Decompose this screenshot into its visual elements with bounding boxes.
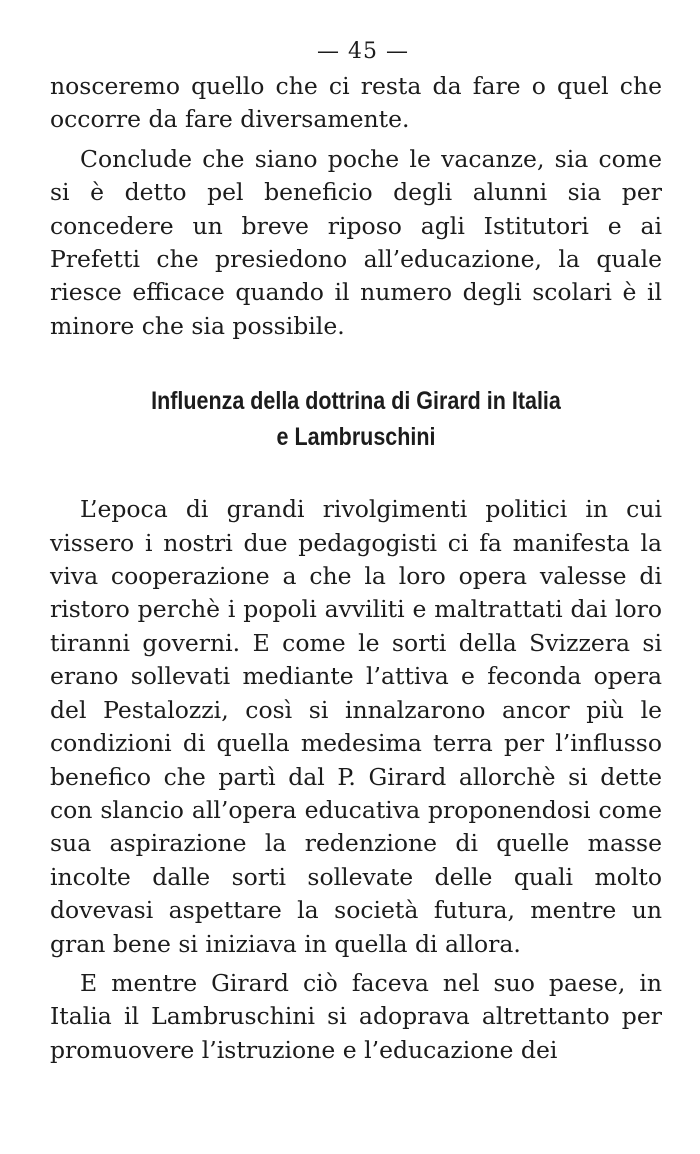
paragraph-continuation: nosceremo quello che ci resta da fare o quel che occorre da fare diversamente. [50, 72, 662, 134]
paragraph-conclusion: Conclude che siano poche le vacanze, sia come si è detto pel beneficio degli alunni sia per concedere un breve riposo agli Istitutori e ai Prefetti che presiedono all’educazione, la quale riesce efficace quando il numero degli scolari è il minore che sia possibile. [50, 144, 662, 340]
section-heading-line-2: e Lambruschini [276, 423, 436, 452]
section-heading-line-1: Influenza della dottrina di Girard in Italia [151, 387, 561, 416]
paragraph-lambruschini: E mentre Girard ciò faceva nel suo paese, in Italia il Lambruschini si adoprava altrettanto per promuovere l’istruzione e l’educazione dei [50, 968, 662, 1064]
page-number: — 45 — [317, 39, 409, 64]
section-heading [93, 383, 619, 455]
paragraph-epoca: L’epoca di grandi rivolgimenti politici in cui vissero i nostri due pedagogisti ci fa manifesta la viva cooperazione a che la loro opera valesse di ristoro perchè i popoli avviliti e maltrattati dai loro tiranni governi. E come le sorti della Svizzera si erano sollevati mediante l’attiva e feconda opera del Pestalozzi, così si innalzarono ancor più le condizioni di quella medesima terra per l’influsso benefico che partì dal P. Girard allorchè si dette con slancio all’opera educativa proponendosi come sua aspirazione la redenzione di quelle masse incolte dalle sorti sollevate delle quali molto dovevasi aspettare la società futura, mentre un gran bene si iniziava in quella di allora. [50, 495, 662, 958]
book-page [50, 34, 662, 1067]
